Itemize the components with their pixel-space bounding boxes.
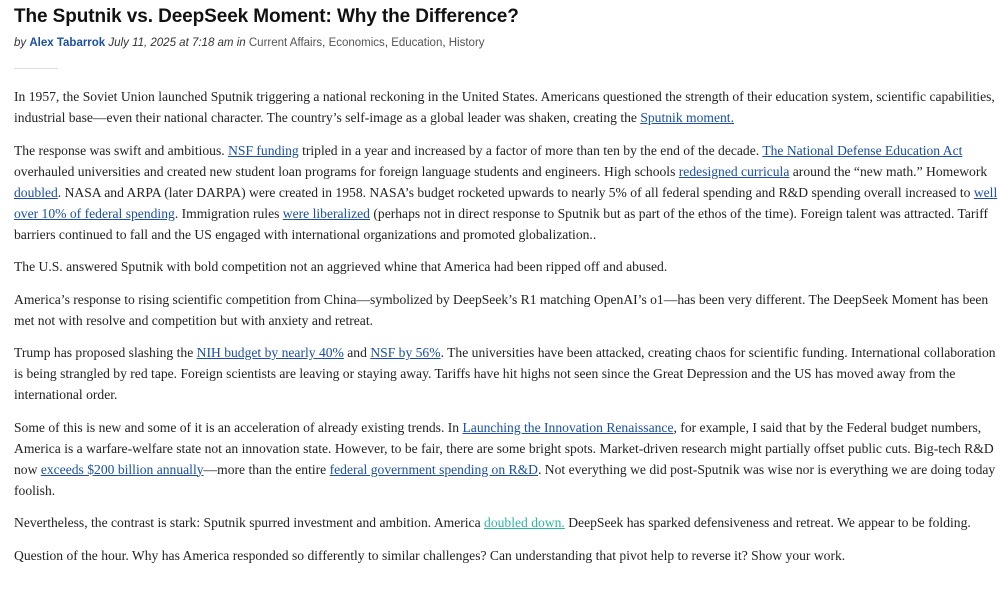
paragraph-text: DeepSeek has sparked defensiveness and retreat. We appear to be folding. [564, 515, 971, 530]
paragraph-text: tripled in a year and increased by a factor of more than ten by the end of the decade. [298, 142, 763, 158]
paragraph-text: and [343, 345, 371, 360]
link-innovation-renaissance[interactable]: Launching the Innovation Renaissance [462, 419, 674, 435]
post-title[interactable]: The Sputnik vs. DeepSeek Moment: Why the Difference? [14, 6, 519, 27]
link-doubled[interactable]: doubled [14, 184, 58, 200]
link-big-tech-rd[interactable]: exceeds $200 billion annually [40, 461, 204, 477]
title-divider [14, 68, 58, 69]
link-redesigned-curricula[interactable]: redesigned curricula [678, 163, 790, 179]
link-nsf-funding[interactable]: NSF funding [228, 142, 299, 158]
paragraph-text: Some of this is new and some of it is an acceleration of already existing trends. In [14, 419, 463, 435]
post-date: July 11, 2025 at 7:18 am [108, 37, 234, 49]
paragraph-text: , for example, I said that by the Federal budget numbers, America is a warfare-welfare state not an innovation state. However, to be fair, there are some bright spots. Market-driven research might partially offset public cuts. Big-tech R&D now [14, 419, 994, 477]
byline-by: by [14, 37, 27, 49]
paragraph-text: The response was swift and ambitious. [14, 142, 229, 158]
paragraph-text: . Not everything we did post-Sputnik was wise nor is everything we are doing today foolish. [14, 461, 996, 498]
paragraph-text: . NASA and ARPA (later DARPA) were created in 1958. NASA’s budget rocketed upwards to nearly 5% of all federal spending and R&D spending overall increased to [57, 184, 974, 200]
paragraph-text: Trump has proposed slashing the [14, 345, 197, 360]
paragraph-7 [14, 512, 999, 533]
author-link[interactable]: Alex Tabarrok [29, 37, 106, 49]
paragraph-text: In 1957, the Soviet Union launched Sputnik triggering a national reckoning in the United States. Americans questioned the strength of their education system, scientific capabilities, industrial base—even their national character. The country’s self-image as a global leader was shaken, creating the [14, 89, 995, 125]
byline-in: in [236, 37, 246, 49]
article-body [14, 86, 999, 577]
paragraph-text: Nevertheless, the contrast is stark: Sputnik spurred investment and ambition. America [14, 515, 485, 530]
category-current-affairs[interactable]: Current Affairs [248, 37, 323, 49]
category-separator: , [384, 37, 392, 49]
category-separator: , [322, 37, 329, 49]
paragraph-text: . Immigration rules [174, 205, 283, 221]
paragraph-text: overhauled universities and created new student loan programs for foreign language students and engineers. High schools [14, 163, 679, 179]
category-education[interactable]: Education [391, 37, 443, 49]
paragraph-6 [14, 417, 999, 501]
category-separator: , [442, 37, 449, 49]
paragraph-5 [14, 342, 999, 405]
link-federal-spending[interactable]: well over 10% of federal spending [14, 184, 998, 221]
paragraph-1 [14, 86, 999, 128]
link-federal-rd[interactable]: federal government spending on R&D [329, 461, 538, 477]
link-doubled-down[interactable]: doubled down. [484, 515, 565, 530]
paragraph-4: America’s response to rising scientific competition from China—symbolized by DeepSeek’s R1 matching OpenAI’s o1—has been very different. The DeepSeek Moment has been met not with resolve and competition but with anxiety and retreat. [14, 291, 989, 328]
link-nih-budget[interactable]: NIH budget by nearly 40% [196, 345, 344, 360]
post-meta [14, 37, 485, 49]
paragraph-3: The U.S. answered Sputnik with bold competition not an aggrieved whine that America had been ripped off and abused. [14, 259, 668, 274]
category-history[interactable]: History [448, 37, 485, 49]
paragraph-text: —more than the entire [203, 461, 330, 477]
category-economics[interactable]: Economics [328, 37, 385, 49]
paragraph-8: Question of the hour. Why has America responded so differently to similar challenges? Can understanding that pivot help to reverse it? Show your work. [14, 547, 846, 563]
paragraph-text: (perhaps not in direct response to Sputnik but as part of the ethos of the time). Foreign talent was attracted. Tariff barriers continued to fall and the US engaged with international organizations and promoted globalization.. [14, 205, 988, 242]
link-sputnik-moment[interactable]: Sputnik moment. [640, 110, 734, 125]
paragraph-2 [14, 140, 999, 245]
link-were-liberalized[interactable]: were liberalized [282, 205, 370, 221]
paragraph-text: around the “new math.” Homework [789, 163, 988, 179]
link-nsf-cut[interactable]: NSF by 56% [370, 345, 441, 360]
link-ndea[interactable]: The National Defense Education Act [762, 142, 963, 158]
paragraph-text: . The universities have been attacked, creating chaos for scientific funding. International collaboration is being strangled by red tape. Foreign scientists are leaving or staying away. Tariffs have hit highs not seen since the Great Depression and the US has moved away from the international order. [14, 345, 996, 402]
